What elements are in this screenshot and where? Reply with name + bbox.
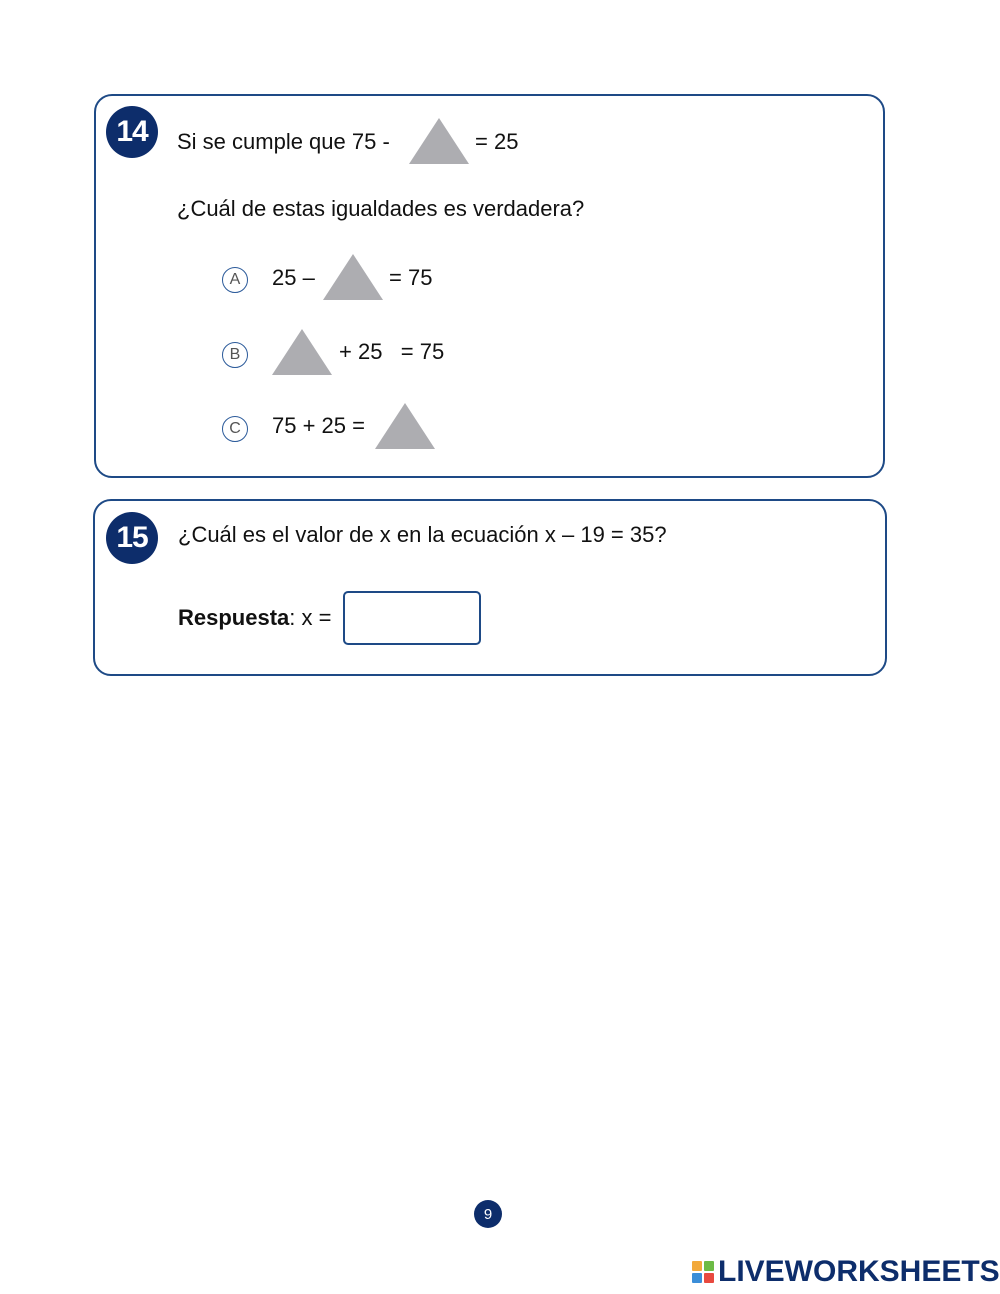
logo-square — [704, 1261, 714, 1271]
logo-square — [692, 1273, 702, 1283]
triangle-icon — [272, 329, 332, 375]
question-15-card — [93, 499, 887, 676]
question-number-badge: 14 — [106, 106, 158, 158]
triangle-icon — [375, 403, 435, 449]
page-number: 9 — [474, 1200, 502, 1228]
option-b-post: + 25 = 75 — [339, 339, 445, 364]
triangle-icon — [323, 254, 383, 300]
option-b-radio[interactable]: B — [222, 342, 248, 368]
statement-post: = 25 — [475, 129, 519, 154]
logo-square — [692, 1261, 702, 1271]
question-text: ¿Cuál de estas igualdades es verdadera? — [177, 196, 585, 221]
statement-pre: Si se cumple que 75 - — [177, 129, 390, 154]
question-number-badge: 15 — [106, 512, 158, 564]
liveworksheets-logo — [692, 1255, 1000, 1289]
answer-equation: : x = — [289, 605, 332, 630]
option-a-post: = 75 — [389, 265, 433, 290]
option-c-radio[interactable]: C — [222, 416, 248, 442]
triangle-icon — [409, 118, 469, 164]
question-text: ¿Cuál es el valor de x en la ecuación x – 19 = 35? — [178, 522, 667, 547]
answer-line — [178, 607, 331, 629]
logo-text: LIVEWORKSHEETS — [718, 1255, 1000, 1288]
question-14-card — [94, 94, 885, 478]
option-a-radio[interactable]: A — [222, 267, 248, 293]
answer-label: Respuesta — [178, 605, 290, 630]
logo-square — [704, 1273, 714, 1283]
option-a-pre: 25 – — [272, 265, 315, 290]
answer-input[interactable] — [343, 591, 481, 645]
option-c-pre: 75 + 25 = — [272, 413, 365, 438]
logo-icon — [692, 1261, 714, 1283]
